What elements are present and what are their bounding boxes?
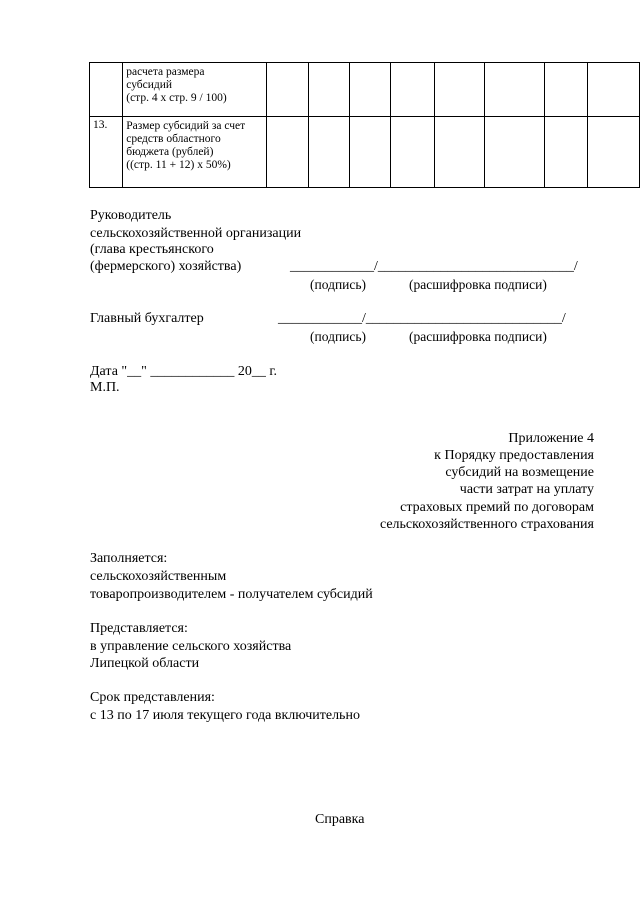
certificate-title: Справка xyxy=(315,812,365,827)
table-cell xyxy=(485,117,544,188)
table-cell xyxy=(588,117,640,188)
signature-caption: (подпись) xyxy=(310,329,367,344)
appendix-line: сельскохозяйственного страхования xyxy=(379,517,594,532)
row-description: Размер субсидий за счет средств областного бюджета (рублей) ((стр. 11 + 12) x 50%) xyxy=(123,117,267,188)
stamp-placeholder: М.П. xyxy=(90,380,120,395)
deadline-line: с 13 по 17 июля текущего года включительно xyxy=(90,708,360,723)
appendix-line: субсидий на возмещение xyxy=(445,465,594,480)
table-cell xyxy=(544,63,588,117)
row-number: 13. xyxy=(90,117,123,188)
table-cell xyxy=(350,63,391,117)
table-cell xyxy=(309,63,350,117)
table-cell xyxy=(267,63,309,117)
subsidy-table xyxy=(89,62,640,188)
accountant-label: Главный бухгалтер xyxy=(90,311,204,326)
head-signature-field: ____________/____________________________/ xyxy=(290,259,578,274)
head-title-line: (фермерского) хозяйства) xyxy=(90,259,242,274)
row-description: расчета размера субсидий (стр. 4 x стр. 9 / 100) xyxy=(123,63,267,117)
filled-by-line: товаропроизводителем - получателем субсидий xyxy=(90,587,373,602)
decoding-caption: (расшифровка подписи) xyxy=(409,329,547,344)
appendix-line: страховых премий по договорам xyxy=(400,500,594,515)
table-cell xyxy=(350,117,391,188)
signature-caption: (подпись) xyxy=(310,277,367,292)
appendix-line: к Порядку предоставления xyxy=(434,448,594,463)
appendix-line: Приложение 4 xyxy=(508,431,594,446)
deadline-line: Срок представления: xyxy=(90,690,215,705)
head-title-line: сельскохозяйственной организации xyxy=(90,226,302,241)
decoding-caption: (расшифровка подписи) xyxy=(409,277,547,292)
filled-by-line: Заполняется: xyxy=(90,551,168,566)
date-line: Дата "__" ____________ 20__ г. xyxy=(90,364,277,379)
row-number xyxy=(90,63,123,117)
table-cell xyxy=(267,117,309,188)
head-title-line: Руководитель xyxy=(90,208,172,223)
submitted-to-line: Представляется: xyxy=(90,621,188,636)
accountant-signature-field: ____________/____________________________/ xyxy=(278,311,566,326)
table-cell xyxy=(434,117,485,188)
submitted-to-line: Липецкой области xyxy=(90,656,200,671)
table-cell xyxy=(309,117,350,188)
appendix-line: части затрат на уплату xyxy=(459,482,594,497)
table-cell xyxy=(434,63,485,117)
table-cell xyxy=(588,63,640,117)
table-cell xyxy=(391,117,435,188)
table-row xyxy=(90,117,640,188)
table-cell xyxy=(544,117,588,188)
filled-by-line: сельскохозяйственным xyxy=(90,569,227,584)
table-row xyxy=(90,63,640,117)
head-title-line: (глава крестьянского xyxy=(90,242,214,257)
table-cell xyxy=(391,63,435,117)
table-cell xyxy=(485,63,544,117)
submitted-to-line: в управление сельского хозяйства xyxy=(90,639,292,654)
